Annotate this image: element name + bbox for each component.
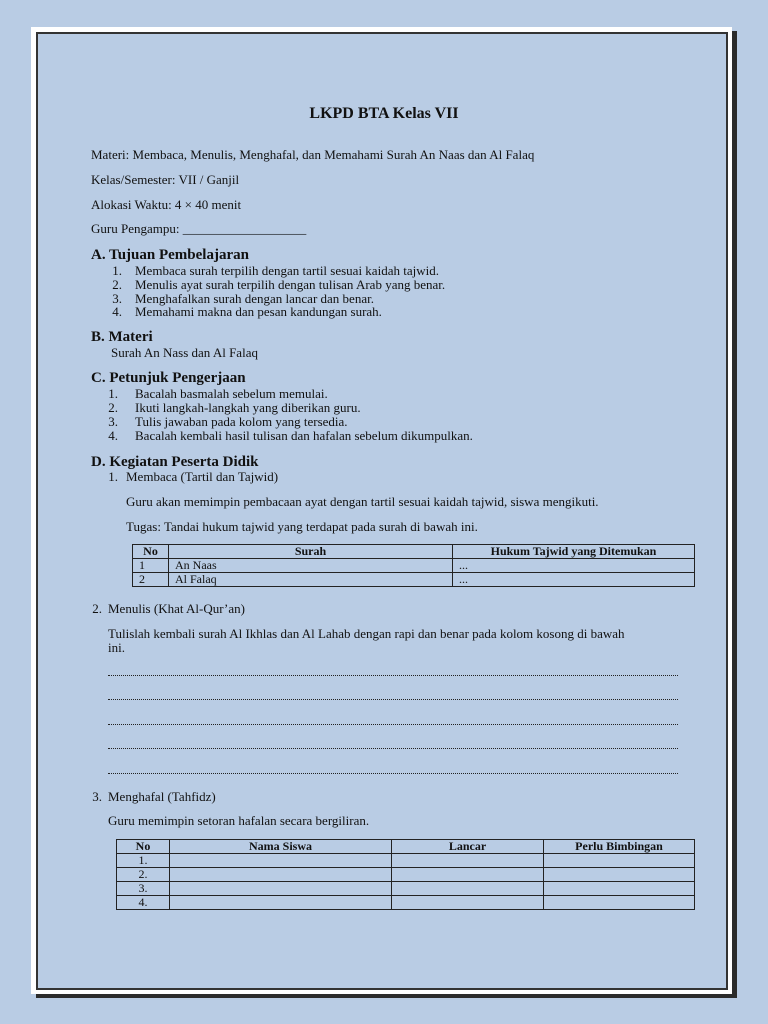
- table-cell[interactable]: [170, 854, 392, 868]
- section-a-heading: A. Tujuan Pembelajaran: [91, 247, 249, 263]
- info-materi: Materi: Membaca, Menulis, Menghafal, dan Memahami Surah An Naas dan Al Falaq: [91, 147, 535, 162]
- table-header: Surah: [169, 545, 453, 559]
- table-header: Perlu Bimbingan: [544, 840, 695, 854]
- table-cell[interactable]: [170, 896, 392, 910]
- table-header: No: [117, 840, 170, 854]
- list-number: 1.: [112, 263, 122, 278]
- table-cell: Al Falaq: [169, 573, 453, 587]
- activity-description: Guru akan memimpin pembacaan ayat dengan tartil sesuai kaidah tajwid, siswa mengikuti.: [126, 494, 599, 509]
- list-item: Ikuti langkah-langkah yang diberikan guru.: [135, 400, 361, 415]
- table-cell[interactable]: ...: [453, 559, 695, 573]
- list-number: 3.: [112, 291, 122, 306]
- table-cell[interactable]: [170, 882, 392, 896]
- writing-line[interactable]: [108, 771, 678, 774]
- info-kelas: Kelas/Semester: VII / Ganjil: [91, 172, 240, 187]
- table-cell: 2.: [117, 868, 170, 882]
- table-cell[interactable]: ...: [453, 573, 695, 587]
- table-header-row: [117, 840, 695, 854]
- list-number: 4.: [108, 428, 118, 443]
- activity-task: Tugas: Tandai hukum tajwid yang terdapat pada surah di bawah ini.: [126, 519, 478, 534]
- table-row: [117, 868, 695, 882]
- activity-description: Tulislah kembali surah Al Ikhlas dan Al Lahab dengan rapi dan benar pada kolom kosong di bawah: [108, 626, 625, 641]
- activity-title: Menulis (Khat Al-Qur’an): [108, 601, 245, 616]
- table-header: No: [133, 545, 169, 559]
- activity-description: ini.: [108, 640, 125, 655]
- table-cell[interactable]: [544, 854, 695, 868]
- info-guru: Guru Pengampu: ___________________: [91, 221, 307, 236]
- table-cell: 4.: [117, 896, 170, 910]
- section-b-heading: B. Materi: [91, 329, 153, 345]
- activity-description: Guru memimpin setoran hafalan secara bergiliran.: [108, 813, 370, 828]
- list-item: Bacalah basmalah sebelum memulai.: [135, 386, 328, 401]
- list-number: 4.: [112, 304, 122, 319]
- writing-line[interactable]: [108, 722, 678, 725]
- table-row: [117, 882, 695, 896]
- list-number: 1.: [108, 386, 118, 401]
- list-item: Bacalah kembali hasil tulisan dan hafalan sebelum dikumpulkan.: [135, 428, 473, 443]
- activity-title: Membaca (Tartil dan Tajwid): [126, 469, 279, 484]
- tajwid-table: [132, 544, 695, 587]
- table-cell[interactable]: [392, 896, 544, 910]
- activity-number: 2.: [92, 601, 102, 616]
- table-header: Lancar: [392, 840, 544, 854]
- table-cell[interactable]: [392, 868, 544, 882]
- list-item: Membaca surah terpilih dengan tartil sesuai kaidah tajwid.: [135, 263, 439, 278]
- list-item: Menulis ayat surah terpilih dengan tulisan Arab yang benar.: [135, 277, 446, 292]
- table-cell[interactable]: [170, 868, 392, 882]
- list-number: 2.: [112, 277, 122, 292]
- table-cell: 1.: [117, 854, 170, 868]
- activity-title: Menghafal (Tahfidz): [108, 789, 216, 804]
- table-cell[interactable]: [544, 868, 695, 882]
- activity-number: 3.: [92, 789, 102, 804]
- list-number: 3.: [108, 414, 118, 429]
- table-row: [117, 896, 695, 910]
- table-header-row: [133, 545, 695, 559]
- section-c-heading: C. Petunjuk Pengerjaan: [91, 370, 246, 386]
- table-cell[interactable]: [392, 882, 544, 896]
- document-title: LKPD BTA Kelas VII: [309, 105, 459, 122]
- info-alokasi: Alokasi Waktu: 4 × 40 menit: [91, 197, 242, 212]
- list-number: 2.: [108, 400, 118, 415]
- table-row: [133, 559, 695, 573]
- table-cell: An Naas: [169, 559, 453, 573]
- table-row: [117, 854, 695, 868]
- table-cell[interactable]: [544, 896, 695, 910]
- table-cell[interactable]: [392, 854, 544, 868]
- table-header: Hukum Tajwid yang Ditemukan: [453, 545, 695, 559]
- table-cell: 3.: [117, 882, 170, 896]
- list-item: Tulis jawaban pada kolom yang tersedia.: [135, 414, 348, 429]
- table-header: Nama Siswa: [170, 840, 392, 854]
- writing-line[interactable]: [108, 673, 678, 676]
- table-row: [133, 573, 695, 587]
- activity-number: 1.: [108, 469, 118, 484]
- table-cell[interactable]: [544, 882, 695, 896]
- writing-line[interactable]: [108, 746, 678, 749]
- list-item: Menghafalkan surah dengan lancar dan benar.: [135, 291, 374, 306]
- section-b-text: Surah An Nass dan Al Falaq: [111, 345, 258, 360]
- table-cell: 2: [133, 573, 169, 587]
- writing-line[interactable]: [108, 697, 678, 700]
- table-cell: 1: [133, 559, 169, 573]
- list-item: Memahami makna dan pesan kandungan surah.: [135, 304, 382, 319]
- hafalan-table: [116, 839, 695, 910]
- section-d-heading: D. Kegiatan Peserta Didik: [91, 454, 259, 470]
